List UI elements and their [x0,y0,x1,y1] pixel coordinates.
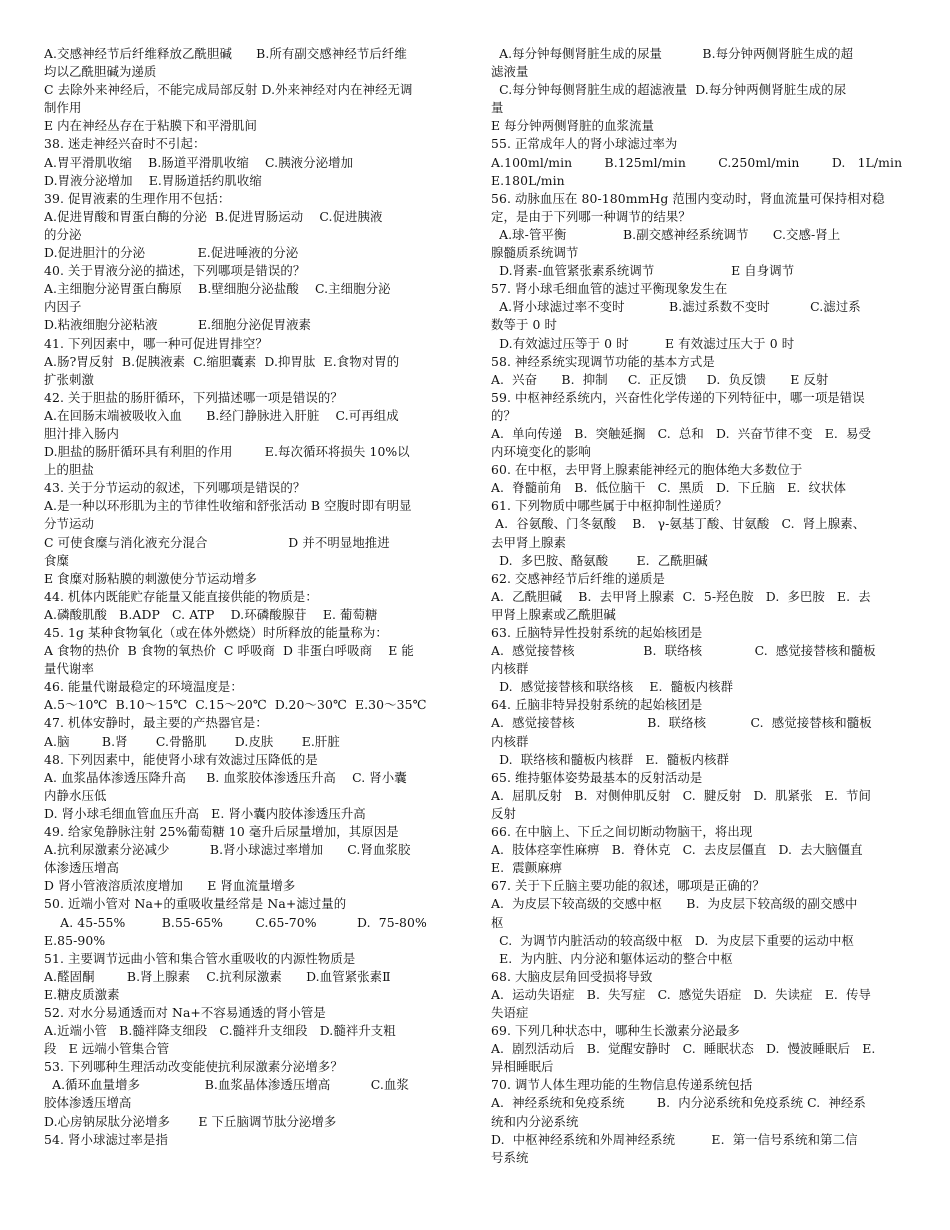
text-line: A. 血浆晶体渗透压降升高 B. 血浆胶体渗透压升高 C. 肾小囊 [44,769,407,785]
text-line: A.肠?胃反射 B.促胰液素 C.缩胆囊素 D.抑胃肽 E.食物对胃的 [44,353,400,369]
text-line: 59. 中枢神经系统内，兴奋性化学传递的下列特征中，哪一项是错误 [491,389,865,405]
text-line: 50. 近端小管对 Na+的重吸收量经常是 Na+滤过量的 [44,896,347,912]
text-line: A.脑 B.肾 C.骨骼肌 D.皮肤 E.肝脏 [44,733,340,749]
text-line: A. 运动失语症 B. 失写症 C. 感觉失语症 D. 失读症 E. 传导 [491,986,872,1002]
text-line: 40. 关于胃液分泌的描述，下列哪项是错误的？ [44,263,306,279]
text-line: 失语症 [491,1004,529,1020]
text-line: 制作用 [44,100,82,116]
text-line: 42. 关于胆盐的肠肝循环，下列描述哪一项是错误的？ [44,389,343,405]
right-column [491,45,909,1167]
text-line: 定，是由于下列哪一种调节的结果？ [491,208,691,224]
text-line: E 每分钟两侧肾脏的血浆流量 [491,118,655,134]
text-line: A. 乙酰胆碱 B. 去甲肾上腺素 C. 5-羟色胺 D. 多巴胺 E. 去 [491,588,871,604]
text-line: D.心房钠尿肽分泌增多 E 下丘脑调节肽分泌增多 [44,1113,337,1129]
text-line: A. 剧烈活动后 B. 觉醒安静时 C. 睡眠状态 D. 慢波睡眠后 E. [491,1041,876,1057]
text-line: D. 联络核和髓板内核群 E. 髓板内核群 [491,751,730,767]
text-line: A.循环血量增多 B.血浆晶体渗透压增高 C.血浆 [44,1077,409,1093]
text-line: D. 中枢神经系统和外周神经系统 E. 第一信号系统和第二信 [491,1131,858,1147]
text-line: 量 [491,100,504,116]
left-column [44,45,464,1149]
text-line: 甲肾上腺素或乙酰胆碱 [491,606,616,622]
text-line: 内静水压低 [44,787,107,803]
text-line: 枢 [491,914,504,930]
text-line: 41. 下列因素中，哪一种可促进胃排空？ [44,335,268,351]
text-line: A.近端小管 B.髓袢降支细段 C.髓袢升支细段 D.髓袢升支粗 [44,1023,396,1039]
text-line: A.球-管平衡 B.副交感神经系统调节 C.交感-肾上 [491,226,841,242]
text-line: 69. 下列几种状态中，哪种生长激素分泌最多 [491,1023,740,1039]
text-line: 52. 对水分易通透而对 Na+不容易通透的肾小管是 [44,1004,326,1020]
text-line: 反射 [491,805,516,821]
text-line: 内环境变化的影响 [491,444,591,460]
text-line: 66. 在中脑上、下丘之间切断动物脑干，将出现 [491,824,753,840]
text-line: 70. 调节人体生理功能的生物信息传递系统包括 [491,1077,753,1093]
text-line: 扩张刺激 [44,371,94,387]
text-line: 53. 下列哪种生理活动改变能使抗利尿激素分泌增多？ [44,1059,343,1075]
text-line: A. 为皮层下较高级的交感中枢 B. 为皮层下较高级的副交感中 [491,896,858,912]
text-line: D.肾素-血管紧张素系统调节 E 自身调节 [491,263,795,279]
text-line: C 去除外来神经后，不能完成局部反射 D.外来神经对内在神经无调 [44,82,413,98]
text-line: 内核群 [491,661,529,677]
text-line: 滤液量 [491,64,529,80]
text-line: A. 兴奋 B. 抑制 C. 正反馈 D. 负反馈 E 反射 [491,371,829,387]
text-line: A.胃平滑肌收缩 B.肠道平滑肌收缩 C.胰液分泌增加 [44,154,354,170]
text-line: A.每分钟每侧肾脏生成的尿量 B.每分钟两侧肾脏生成的超 [491,46,854,61]
text-line: 51. 主要调节远曲小管和集合管水重吸收的内源性物质是 [44,950,356,966]
text-line: 65. 维持躯体姿势最基本的反射活动是 [491,769,703,785]
text-line: 食糜 [44,552,69,568]
text-line: 异相睡眠后 [491,1059,554,1075]
text-line: A.在回肠末端被吸收入血 B.经门静脉进入肝脏 C.可再组成 [44,407,399,423]
text-line: A.是一种以环形肌为主的节律性收缩和舒张活动 B 空腹时即有明显 [44,498,412,514]
text-line: D.粘液细胞分泌粘液 E.细胞分泌促胃液素 [44,317,312,333]
text-line: E. 为内脏、内分泌和躯体运动的整合中枢 [491,950,733,966]
text-line: 63. 丘脑特异性投射系统的起始核团是 [491,625,703,640]
text-line: 分节运动 [44,516,94,532]
text-line: 54. 肾小球滤过率是指 [44,1131,168,1147]
text-line: 44. 机体内既能贮存能量又能直接供能的物质是： [44,588,318,604]
text-line: 内因子 [44,299,82,315]
text-line: A.5～10℃ B.10～15℃ C.15～20℃ D.20～30℃ E.30～35℃ [44,697,427,713]
text-line: A. 脊髓前角 B. 低位脑干 C. 黑质 D. 下丘脑 E. 纹状体 [491,480,847,496]
text-line: A.肾小球滤过率不变时 B.滤过系数不变时 C.滤过系 [491,299,861,315]
text-line: 的分泌 [44,226,82,242]
text-line: 胆汁排入肠内 [44,425,119,441]
text-line: 统和内分泌系统 [491,1113,579,1129]
text-line: 号系统 [491,1149,529,1165]
text-line: 57. 肾小球毛细血管的滤过平衡现象发生在 [491,281,728,297]
text-line: 体渗透压增高 [44,860,119,876]
text-line: 47. 机体安静时，最主要的产热器官是： [44,715,268,731]
text-line: 量代谢率 [44,661,94,677]
text-line: 腺髓质系统调节 [491,245,579,261]
text-line: E. 震颤麻痹 [491,860,563,876]
text-line: 64. 丘脑非特异投射系统的起始核团是 [491,697,703,713]
text-line: A.促进胃酸和胃蛋白酶的分泌 B.促进胃肠运动 C.促进胰液 [44,208,383,224]
text-line: E 食糜对肠粘膜的刺激使分节运动增多 [44,570,258,586]
text-line: A.醛固酮 B.肾上腺素 C.抗利尿激素 D.血管紧张素Ⅱ [44,968,391,984]
text-line: A. 神经系统和免疫系统 B. 内分泌系统和免疫系统 C. 神经系 [491,1095,866,1111]
text-line: D.促进胆汁的分泌 E.促进唾液的分泌 [44,245,299,261]
text-line: 60. 在中枢，去甲肾上腺素能神经元的胞体绝大多数位于 [491,462,803,478]
text-line: D.胆盐的肠肝循环具有利胆的作用 E.每次循环将损失 10%以 [44,444,410,460]
text-line: C 可使食糜与消化液充分混合 D 并不明显地推进 [44,534,390,550]
text-line: 56. 动脉血压在 80-180mmHg 范围内变动时，肾血流量可保持相对稳 [491,190,885,206]
text-line: A. 屈肌反射 B. 对侧伸肌反射 C. 腱反射 D. 肌紧张 E. 节间 [491,787,872,803]
text-line: A. 肢体痉挛性麻痹 B. 脊休克 C. 去皮层僵直 D. 去大脑僵直 [491,842,863,858]
text-line: D. 肾小球毛细血管血压升高 E. 肾小囊内胶体渗透压升高 [44,805,366,821]
text-line: D. 感觉接替核和联络核 E. 髓板内核群 [491,679,734,695]
text-line: E 内在神经丛存在于粘膜下和平滑肌间 [44,118,258,134]
text-line: 49. 给家兔静脉注射 25%葡萄糖 10 毫升后尿量增加，其原因是 [44,824,399,840]
text-line: E.糖皮质激素 [44,986,120,1002]
text-line: A. 感觉接替核 B. 联络核 C. 感觉接替核和髓板 [491,643,876,659]
text-line: 67. 关于下丘脑主要功能的叙述，哪项是正确的？ [491,878,765,894]
text-line: D 肾小管液溶质浓度增加 E 肾血流量增多 [44,878,296,894]
text-line: A. 感觉接替核 B. 联络核 C. 感觉接替核和髓板 [491,715,872,731]
text-line: 55. 正常成年人的肾小球滤过率为 [491,136,678,152]
text-line: 62. 交感神经节后纤维的递质是 [491,570,665,586]
text-line: 48. 下列因素中，能使肾小球有效滤过压降低的是 [44,751,318,767]
text-line: A. 单向传递 B. 突触延搁 C. 总和 D. 兴奋节律不变 E. 易受 [491,425,872,441]
text-line: 39. 促胃液素的生理作用不包括： [44,190,231,206]
text-line: 胶体渗透压增高 [44,1095,132,1111]
text-line: 段 E 远端小管集合管 [44,1041,170,1057]
text-line: 46. 能量代谢最稳定的环境温度是： [44,679,243,695]
text-line: 上的胆盐 [44,462,94,478]
text-line: A.主细胞分泌胃蛋白酶原 B.壁细胞分泌盐酸 C.主细胞分泌 [44,281,391,297]
text-line: 61. 下列物质中哪些属于中枢抑制性递质？ [491,498,728,514]
text-line: D. 多巴胺、酪氨酸 E. 乙酰胆碱 [491,552,708,568]
text-line: C. 为调节内脏活动的较高级中枢 D. 为皮层下重要的运动中枢 [491,932,854,948]
text-line: 45. 1g 某种食物氧化（或在体外燃烧）时所释放的能量称为： [44,625,388,640]
text-line: 58. 神经系统实现调节功能的基本方式是 [491,353,715,369]
text-line: A. 谷氨酸、门冬氨酸 B. γ-氨基丁酸、甘氨酸 C. 肾上腺素、 [491,516,866,532]
text-line: A.抗利尿激素分泌减少 B.肾小球滤过率增加 C.肾血浆胶 [44,842,411,858]
text-line: A. 45-55% B.55-65% C.65-70% D. 75-80% [44,914,427,930]
text-line: E.180L/min [491,172,565,188]
text-line: 43. 关于分节运动的叙述，下列哪项是错误的？ [44,480,306,496]
text-line: 68. 大脑皮层角回受损将导致 [491,968,653,984]
text-line: 数等于 0 时 [491,317,558,333]
text-line: 去甲肾上腺素 [491,534,566,550]
text-line: 38. 迷走神经兴奋时不引起： [44,136,206,152]
text-line: A.磷酸肌酸 B.ADP C. ATP D.环磷酸腺苷 E. 葡萄糖 [44,606,378,622]
text-line: E.85-90% [44,932,106,948]
text-line: A 食物的热价 B 食物的氧热价 C 呼吸商 D 非蛋白呼吸商 E 能 [44,643,414,659]
text-line: 的？ [491,407,516,423]
text-line: 内核群 [491,733,529,749]
text-line: 均以乙酰胆碱为递质 [44,64,157,80]
text-line: A.100ml/min B.125ml/min C.250ml/min D. 1L/min [491,154,903,170]
text-line: A.交感神经节后纤维释放乙酰胆碱 B.所有副交感神经节后纤维 [44,46,407,61]
text-line: C.每分钟每侧肾脏生成的超滤液量 D.每分钟两侧肾脏生成的尿 [491,82,847,98]
text-line: D.胃液分泌增加 E.胃肠道括约肌收缩 [44,172,262,188]
text-line: D.有效滤过压等于 0 时 E 有效滤过压大于 0 时 [491,335,795,351]
